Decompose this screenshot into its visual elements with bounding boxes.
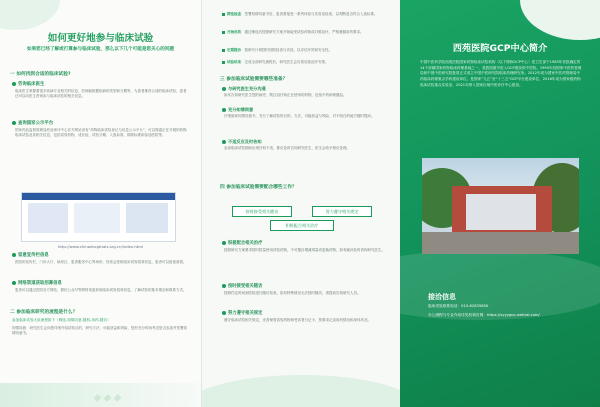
flow-text: 知情同意：研究医生会向您详细介绍试验目的、研究方法、可能获益和风险，您有充分时间考虑是否参加并签署知情同意书。 (12, 326, 187, 336)
heading-bulletin: 留意宣传栏信息 (12, 252, 49, 258)
step-start-medication: 开始用药：通过筛选后按照研究方案开始接受试验药物或对照治疗，严格遵循用药要求。 (222, 30, 387, 35)
gcp-center-intro: 中国中医科学院西苑医院国家药物临床试验机构（以下简称GCP中心）是卫生部于1983年首批确定的14个部属国家药物临床药理基地之一，是我国最早进入GCP建设的中医院。1995年经国家中医药管理局和中国中医研究院批准正式成立中国中医研究院临床药理研究所。2012年成为国家中医药管理局中药临床药理重点学科建设单位。是国家“九五”至“十三五”GCP平台建设单位，2016年成为国家级药物临床试验重点实验室，2021年纳入国家区域中医诊疗中心建设。 (420, 60, 582, 87)
check-icon (222, 61, 225, 64)
treatment-badge: 积极配合相关治疗 (270, 220, 334, 231)
cooperate-treatment-text: 按照研究方案要求按时按量使用试验药物，不可擅自增减剂量或更换药物，如有疑问及时咨询研究医生。 (224, 248, 385, 252)
bullet-icon (222, 87, 226, 91)
informed-consent-text: 仔细阅读知情同意书，充分了解试验的目的、方法、可能获益与风险，对不明白的地方随时提问。 (224, 114, 375, 118)
decor-wave (400, 250, 600, 320)
decor-wave (201, 375, 402, 407)
check-icon (222, 31, 225, 34)
contact-website[interactable]: 办公流程与专业介绍详见机构官网：https://xyyygcp.wetrial.com/ (428, 313, 540, 317)
hospital-photo (422, 158, 579, 254)
heading-national-platform: 查询国家公示平台 (12, 120, 53, 126)
bulletin-text: 医院的宣传栏、门诊大厅、病房区、患者服务中心等场所，经常会张贴临床试验招募信息，患者可以留意查看。 (15, 260, 187, 264)
heading-report-adverse: 不适反应及时告知 (222, 139, 262, 145)
platform-url[interactable]: http://www.chinadrugtrials.org.cn/index.html (58, 244, 143, 249)
middle-panel (201, 0, 402, 407)
heading-followup: 按时接受相关随访 (222, 283, 262, 289)
step-screening: 筛选检查：签署知情同意书后，患者需接受一系列体检与实验室检查，以判断是否符合入选标准。 (222, 12, 387, 17)
follow-rules-text: 遵守临床试验相关规定，妥善保管试验药物和受试者日记卡，按要求记录用药情况和身体状况。 (224, 318, 371, 322)
step-end: 试验结束：完成全部研究流程后，研究医生会告知后续治疗安排。 (222, 60, 387, 65)
website-header-bar (22, 193, 175, 200)
bullet-icon (222, 108, 226, 112)
right-panel (400, 0, 600, 407)
question-4: 四 参加临床试验需要配合哪些工作？ (220, 185, 297, 190)
bullet-icon (12, 281, 16, 285)
followup-badge: 按时接受相关随访 (232, 206, 292, 217)
platform-website-screenshot (21, 192, 176, 242)
communicate-text: 如实告知研究医生您的病史、既往治疗和正在使用的药物，包括中药和保健品。 (224, 93, 347, 97)
bullet-icon (222, 140, 226, 144)
question-1: 一 如何找到合适的临床试验? (10, 72, 71, 77)
decor-wave (0, 383, 201, 407)
left-panel (0, 0, 201, 407)
check-icon (222, 49, 225, 52)
question-3: 三 参加临床试验需要哪些准备？ (220, 77, 288, 82)
bullet-icon (12, 253, 16, 257)
question-2: 二 参加临床研究的流程是什么？ (10, 310, 78, 315)
bullet-icon (12, 82, 16, 86)
heading-follow-rules: 努力遵守相关规定 (222, 310, 262, 316)
left-subtitle: 如果您已经了解或打算参与临床试验，那么以下几个可能是您关心的问题 (26, 47, 174, 52)
heading-communicate: 与研究医生充分沟通 (222, 86, 266, 92)
bullet-icon (222, 241, 226, 245)
flow-summary: 参加临床试验大致流程如下（筛选-知情同意-随机-用药-随访） (12, 318, 111, 322)
heading-consult-doctor: 咨询临床医生 (12, 81, 44, 87)
rules-badge: 努力遵守相关规定 (312, 206, 372, 217)
bullet-icon (222, 311, 226, 315)
online-channels-text: 患者可以通过医院官方网站、微信公众号等网络渠道获取临床试验招募信息，了解试验的基本情况和联系方式。 (15, 288, 187, 292)
decor-blob (0, 0, 60, 30)
step-followup: 定期随访：按研究计划按时回院检查与访视，以评估疗效和安全性。 (222, 48, 387, 53)
national-platform-text: 国家药品监督管理局药品审评中心官方网站设有“药物临床试验登记与信息公示平台”，可以搜索正在开展的药物临床试验及其相关信息，包括试验药物、适应症、试验分期、入组标准、排除标准和参加医院等。 (15, 128, 187, 138)
left-title: 如何更好地参与临床试验 (47, 33, 154, 44)
consult-doctor-text: 临床医生掌握着很多疾病专业相关的信息，医师能根据疾病的类型和分期等，为患者推荐合适的临床试验，患者还可以向医生咨询参与临床试验的相关信息。 (15, 89, 187, 99)
bullet-icon (12, 121, 16, 125)
contact-heading: 接洽信息 (428, 293, 456, 301)
report-adverse-text: 参加临床试验期间出现任何不适，都应及时告知研究医生，医生会给予相应处理。 (224, 146, 350, 150)
gcp-center-title: 西苑医院GCP中心简介 (452, 43, 548, 54)
heading-online-channels: 网络渠道获取招募信息 (12, 280, 62, 286)
heading-cooperate-treatment: 积极配合相关治疗 (222, 240, 262, 246)
heading-informed-consent: 充分知情同意 (222, 107, 253, 113)
contact-phone: 临床试验联系电话：010-62835650 (428, 304, 489, 308)
bullet-icon (222, 284, 226, 288)
followup-text: 按照约定时间到医院进行随访检查，如有特殊情况无法按时随访，请提前告知研究人员。 (224, 291, 361, 295)
check-icon (222, 13, 225, 16)
